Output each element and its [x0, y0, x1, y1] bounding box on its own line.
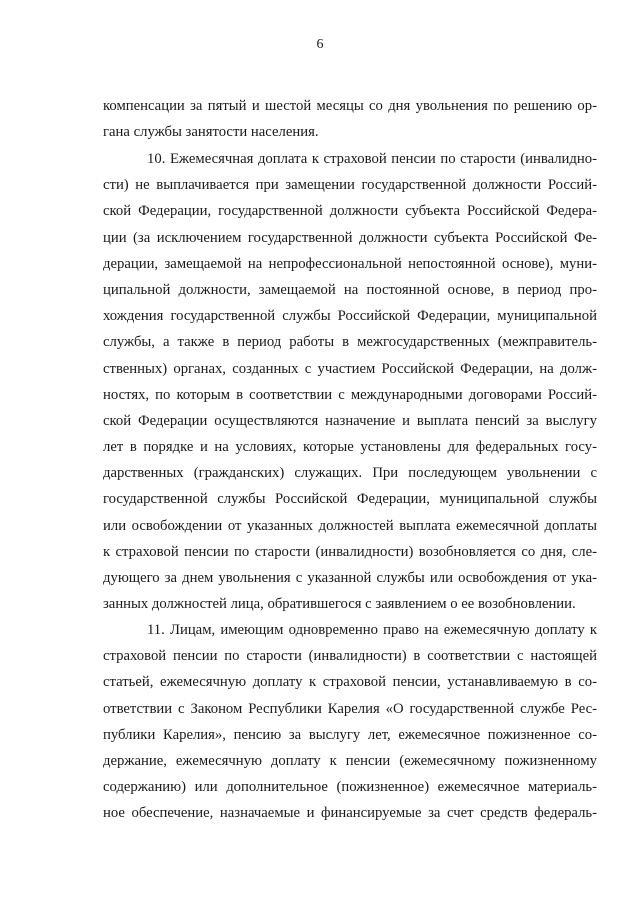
text-line: ции (за исключением государственной должности субъекта Российской Фе-	[103, 229, 597, 246]
text-line: к страховой пенсии по старости (инвалидности) возобновляется со дня, сле-	[103, 543, 597, 560]
text-line: ципальной должности, замещаемой на постоянной основе, в период про-	[103, 281, 597, 298]
text-line: хождения государственной службы Российской Федерации, муниципальной	[103, 308, 597, 325]
text-line: статьей, ежемесячную доплату к страховой пенсии, устанавливаемую в со-	[103, 674, 597, 691]
paragraph-10	[103, 146, 597, 617]
text-line: 10. Ежемесячная доплата к страховой пенсии по старости (инвалидно-	[147, 151, 597, 167]
text-line: ственных) органах, созданных с участием Российской Федерации, на долж-	[103, 360, 597, 377]
text-line: дующего за днем увольнения с указанной службы или освобождения от ука-	[103, 570, 597, 586]
text-line: службы, а также в период работы в межгосударственных (межправитель-	[103, 334, 597, 351]
text-line: 11. Лицам, имеющим одновременно право на ежемесячную доплату к	[147, 622, 597, 638]
text-line: компенсации за пятый и шестой месяцы со дня увольнения по решению ор-	[103, 98, 597, 114]
text-line: публики Карелия», пенсию за выслугу лет, ежемесячное пожизненное со-	[103, 726, 597, 743]
text-line: дарственных (гражданских) служащих. При последующем увольнении с	[103, 465, 597, 482]
text-line: содержанию) или дополнительное (пожизненное) ежемесячное материаль-	[103, 779, 597, 796]
page-number: 6	[316, 37, 324, 52]
text-line: лет в порядке и на условиях, которые установлены для федеральных госу-	[103, 439, 597, 456]
paragraph-11	[103, 617, 597, 827]
text-line: или освобождении от указанных должностей выплата ежемесячной доплаты	[103, 517, 597, 534]
text-line: ностях, по которым в соответствии с международными договорами Россий-	[103, 386, 597, 403]
text-line: государственной службы Российской Федерации, муниципальной службы	[103, 491, 597, 508]
text-line: гана службы занятости населения.	[103, 124, 319, 141]
text-line: страховой пенсии по старости (инвалидности) в соответствии с настоящей	[103, 648, 597, 665]
text-line: ской Федерации, государственной должности субъекта Российской Федера-	[103, 203, 597, 220]
text-line: занных должностей лица, обратившегося с заявлением о ее возобновлении.	[103, 596, 576, 613]
text-line: ской Федерации осуществляются назначение и выплата пенсий за выслугу	[103, 412, 597, 429]
text-line: дерации, замещаемой на непрофессиональной непостоянной основе), муни-	[103, 255, 597, 272]
text-line: сти) не выплачивается при замещении государственной должности Россий-	[103, 177, 597, 194]
text-line: держание, ежемесячную доплату к пенсии (ежемесячному пожизненному	[103, 752, 597, 769]
text-line: ответствии с Законом Республики Карелия «О государственной службе Рес-	[103, 700, 597, 717]
continuation-text	[103, 93, 597, 145]
text-line: ное обеспечение, назначаемые и финансируемые за счет средств федераль-	[103, 805, 597, 822]
